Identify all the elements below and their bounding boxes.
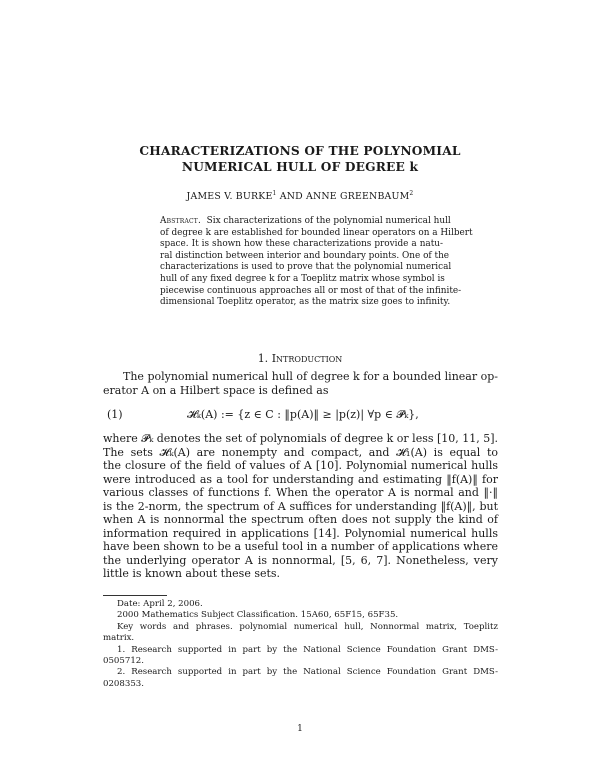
body-line: where 𝓟ₖ denotes the set of polynomials of degree k or less [10, 11, 5]. (103, 432, 499, 445)
abstract-line: characterizations is used to prove that the polynomial numerical (160, 262, 452, 273)
display-equation (103, 408, 498, 424)
equation-number: (1) (107, 408, 123, 421)
equation-body: 𝓗ₖ(A) := {z ∈ C : ‖p(A)‖ ≥ |p(z)| ∀p ∈ 𝓟ₖ}, (187, 408, 419, 421)
author-conjunction: AND (279, 191, 303, 202)
footnotes (103, 599, 498, 690)
footnote-msc: 2000 Mathematics Subject Classification. 15A60, 65F15, 65F35. (117, 610, 399, 621)
footnote-mark: 2 (409, 190, 414, 197)
footnote-grant: 1. Research supported in part by the National Science Foundation Grant DMS- (117, 644, 498, 655)
author-line (100, 190, 500, 202)
abstract-line: piecewise continuous approaches all or most of that of the infinite- (160, 285, 462, 296)
abstract-line: of degree k are established for bounded linear operators on a Hilbert (160, 227, 473, 238)
body-line: when A is nonnormal the spectrum often does not supply the kind of (103, 513, 498, 526)
author-name: ANNE GREENBAUM (306, 191, 410, 202)
footnote-grant: 2. Research supported in part by the National Science Foundation Grant DMS- (117, 667, 498, 678)
abstract-line: space. It is shown how these characterizations provide a natu- (160, 239, 443, 250)
body-line: various classes of functions f. When the operator A is normal and ‖·‖ (103, 486, 498, 499)
abstract-line: hull of any fixed degree k for a Toeplitz matrix whose symbol is (160, 273, 445, 284)
abstract-line: dimensional Toeplitz operator, as the matrix size goes to infinity. (160, 297, 451, 308)
footnote-rule (103, 595, 167, 596)
body-line: The sets 𝓗ₖ(A) are nonempty and compact, and 𝓗₁(A) is equal to (103, 445, 498, 459)
abstract-line: ral distinction between interior and boundary points. One of the (160, 250, 450, 261)
body-line: The polynomial numerical hull of degree k for a bounded linear op- (123, 370, 498, 383)
body-line: have been shown to be a useful tool in a number of applications where (103, 540, 498, 553)
section-number: 1. (257, 352, 269, 365)
footnote-keywords: matrix. (103, 633, 135, 644)
footnote-grant: 0505712. (103, 656, 145, 667)
body-line: little is known about these sets. (103, 567, 281, 580)
body-line: the underlying operator A is nonnormal, [5, 6, 7]. Nonetheless, very (103, 553, 498, 567)
page-number: 1 (297, 724, 303, 734)
title-line: CHARACTERIZATIONS OF THE POLYNOMIAL (139, 144, 461, 158)
paper-title (100, 143, 500, 175)
body-line: information required in applications [14]. Polynomial numerical hulls (103, 526, 498, 540)
abstract-line: Abstract. Six characterizations of the polynomial numerical hull (160, 216, 451, 226)
section-title: Introduction (271, 352, 343, 365)
title-line: NUMERICAL HULL OF DEGREE k (181, 160, 419, 174)
footnote-grant: 0208353. (103, 678, 145, 689)
footnote-date: Date: April 2, 2006. (117, 599, 203, 609)
body-line: is the 2-norm, the spectrum of A suffices for understanding ‖f(A)‖, but (103, 499, 498, 513)
body-paragraph (103, 432, 498, 581)
footnote-mark: 1 (272, 190, 277, 197)
abstract-label: Abstract. (160, 216, 201, 226)
section-heading (100, 352, 500, 365)
intro-paragraph (103, 370, 498, 397)
body-line: were introduced as a tool for understanding and estimating ‖f(A)‖ for (103, 472, 498, 486)
abstract (160, 216, 473, 309)
footnote-keywords: Key words and phrases. polynomial numerical hull, Nonnormal matrix, Toeplitz (117, 621, 498, 632)
body-line: erator A on a Hilbert space is defined as (103, 383, 329, 397)
author-name: JAMES V. BURKE (186, 191, 273, 202)
body-line: the closure of the field of values of A [10]. Polynomial numerical hulls (103, 459, 498, 472)
